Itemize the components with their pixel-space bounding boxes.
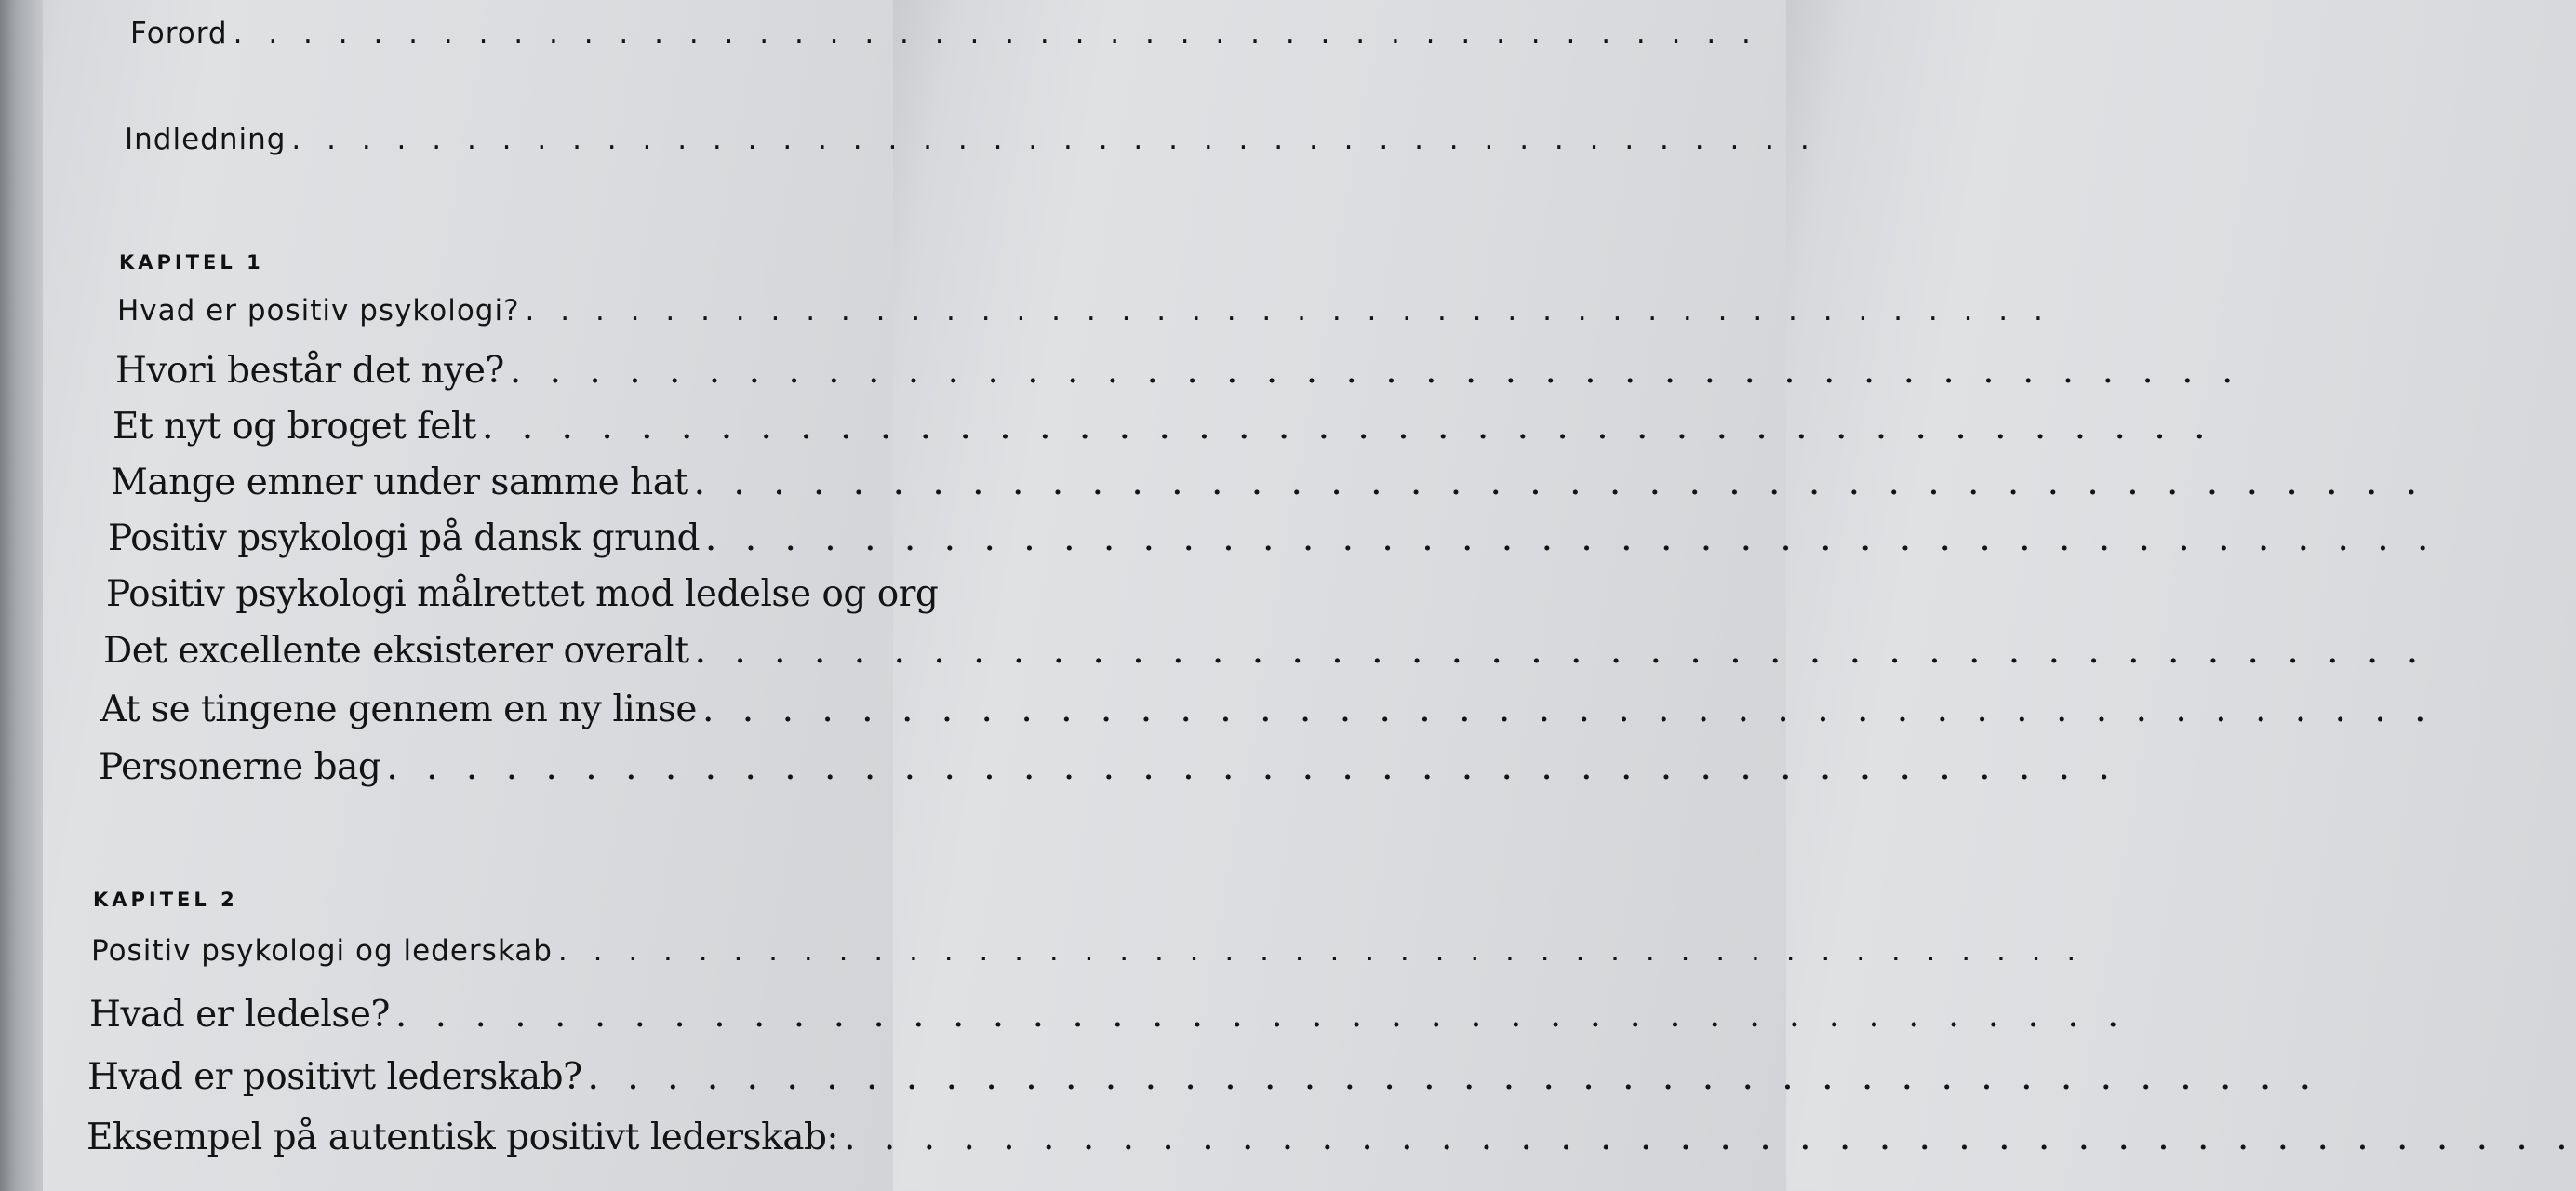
toc-section-entry[interactable]	[99, 746, 2118, 788]
toc-entry-title: Forord	[130, 17, 228, 50]
toc-section-entry[interactable]	[100, 689, 2435, 730]
toc-leader-dots: . . . . . . . . . . . . . . . . . . . . . . . . . . . . . . . . . . . . . . . . . . . .	[386, 746, 2118, 788]
toc-leader-dots: . . . . . . . . . . . . . . . . . . . . . . . . . . . . . . . . . . . . . . . . . . . .	[693, 462, 2426, 503]
toc-leader-dots: . . . . . . . . . . . . . . . . . . . . . . . . . . . . . . . . . . . . . . . . . . . .	[481, 406, 2214, 448]
toc-entry-forord[interactable]	[130, 17, 1759, 50]
toc-leader-dots: . . . . . . . . . . . . . . . . . . . . . . . . . . . . . . . . . . . . . . . . . . . .	[587, 1056, 2320, 1098]
toc-section-entry[interactable]	[87, 1056, 2320, 1098]
toc-leader-dots: . . . . . . . . . . . . . . . . . . . . . . . . . . . . . . . . . . . . . . . . . . . .	[844, 1117, 2576, 1158]
toc-entry-title: Personerne bag	[99, 746, 381, 788]
toc-entry-title: Positiv psykologi på dansk grund	[108, 517, 700, 559]
toc-entry-title: Et nyt og broget felt	[113, 406, 476, 448]
toc-leader-dots: . . . . . . . . . . . . . . . . . . . . . . . . . . . . . . . . . . . . . . . . . . . .	[525, 294, 2051, 328]
toc-section-entry[interactable]	[111, 462, 2426, 503]
toc-leader-dots: . . . . . . . . . . . . . . . . . . . . . . . . . . . . . . . . . . . . . . . . . . . .	[509, 350, 2242, 392]
toc-leader-dots: . . . . . . . . . . . . . . . . . . . . . . . . . . . . . . . . . . . . . . . . . . . .	[701, 689, 2435, 730]
toc-leader-dots: . . . . . . . . . . . . . . . . . . . . . . . . . . . . . . . . . . . . . . . . . . . .	[233, 17, 1759, 50]
toc-section-entry[interactable]	[87, 1117, 2576, 1158]
toc-entry-indledning[interactable]	[125, 123, 1818, 156]
toc-leader-dots: . . . . . . . . . . . . . . . . . . . . . . . . . . . . . . . . . . . . . . . . . . . .	[557, 934, 2085, 968]
chapter-title-entry[interactable]	[91, 934, 2085, 968]
toc-leader-dots: . . . . . . . . . . . . . . . . . . . . . . . . . . . . . . . . . . . . . . . . . . . .	[694, 630, 2427, 672]
toc-entry-title: Indledning	[125, 123, 287, 156]
toc-section-entry[interactable]	[89, 994, 2128, 1036]
toc-entry-title: Det excellente eksisterer overalt	[103, 630, 689, 672]
toc-section-entry[interactable]	[108, 517, 2437, 559]
toc-entry-title: Hvad er positivt lederskab?	[87, 1056, 582, 1098]
chapter-label: KAPITEL 1	[119, 251, 264, 274]
toc-leader-dots: . . . . . . . . . . . . . . . . . . . . . . . . . . . . . . . . . . . . . . . . . . . .	[291, 123, 1818, 156]
toc-leader-dots: . . . . . . . . . . . . . . . . . . . . . . . . . . . . . . . . . . . . . . . . . . . .	[394, 994, 2128, 1036]
toc-entry-title: Eksempel på autentisk positivt lederskab:	[87, 1117, 839, 1158]
page-gutter-shadow	[0, 0, 43, 1191]
toc-entry-title: Hvad er positiv psykologi?	[117, 294, 520, 328]
toc-entry-title: Positiv psykologi målrettet mod ledelse og org	[106, 573, 939, 615]
toc-section-entry[interactable]	[106, 573, 939, 615]
toc-entry-title: At se tingene gennem en ny linse	[100, 689, 697, 730]
toc-section-entry[interactable]	[103, 630, 2427, 672]
toc-entry-title: Hvori består det nye?	[115, 350, 504, 392]
toc-entry-title: Positiv psykologi og lederskab	[91, 934, 553, 968]
toc-leader-dots: . . . . . . . . . . . . . . . . . . . . . . . . . . . . . . . . . . . . . . . . . . . .	[704, 517, 2437, 559]
toc-entry-title: Mange emner under samme hat	[111, 462, 688, 503]
chapter-label: KAPITEL 2	[93, 889, 238, 911]
chapter-title-entry[interactable]	[117, 294, 2051, 328]
toc-section-entry[interactable]	[113, 406, 2214, 448]
toc-entry-title: Hvad er ledelse?	[89, 994, 390, 1036]
toc-section-entry[interactable]	[115, 350, 2242, 392]
